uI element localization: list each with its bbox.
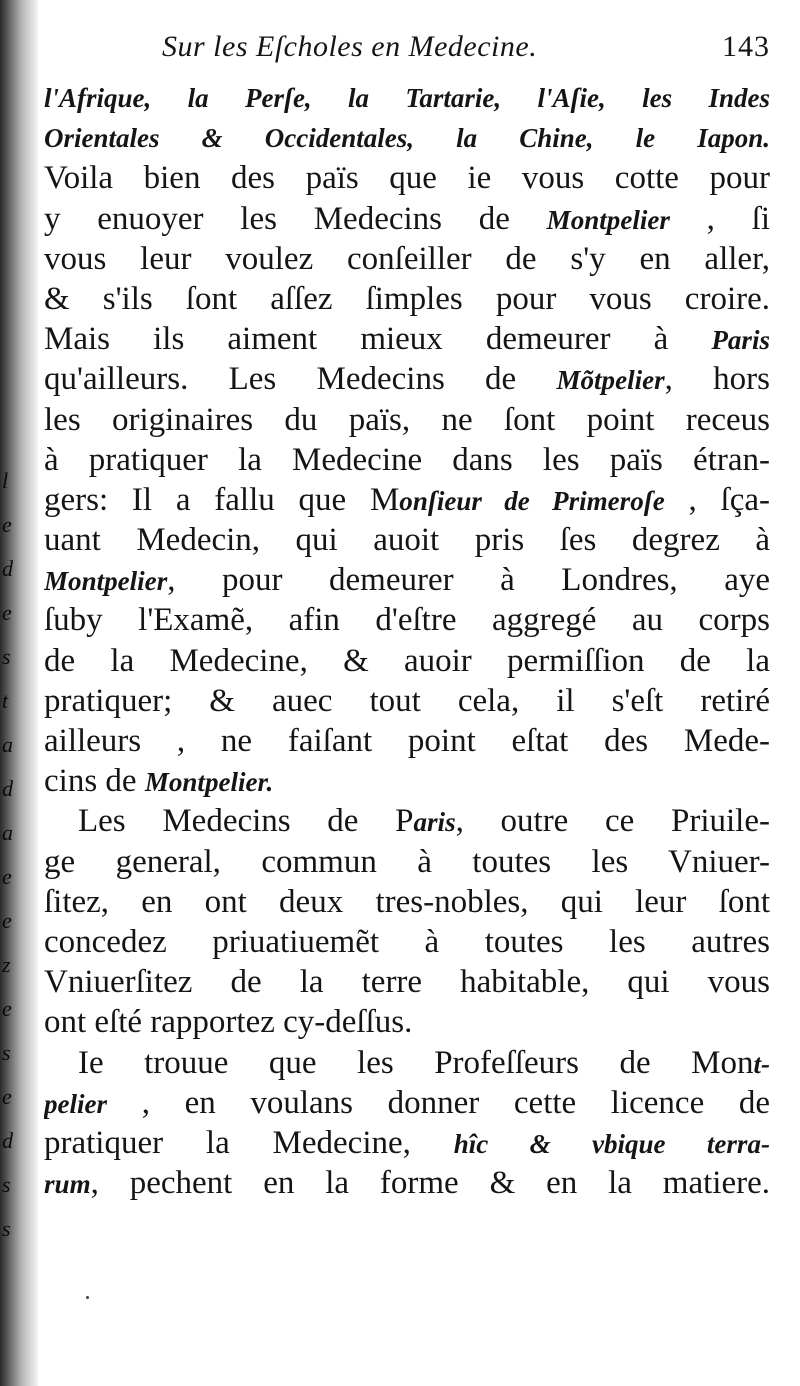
italic-segment: onſieur de Primeroſe (399, 485, 665, 516)
italic-segment: Paris (711, 325, 770, 356)
gutter-mark: e (2, 996, 12, 1021)
gutter-mark: s (2, 1040, 11, 1065)
text-segment: , pour demeurer à Londres, aye (167, 562, 770, 599)
text-line (44, 761, 770, 801)
text-segment: vous leur voulez conſeiller de s'y en aller, (44, 240, 770, 277)
text-segment: , pechent en la forme & en la matiere. (90, 1165, 770, 1202)
gutter-mark: a (2, 732, 13, 757)
text-segment: ailleurs , ne faiſant point eſtat des Mede- (44, 723, 770, 759)
text-line (44, 400, 770, 440)
italic-segment: Montpelier (546, 204, 670, 235)
text-line (44, 801, 770, 841)
text-line (44, 681, 770, 721)
page-text (44, 78, 770, 1203)
italic-segment: Mõtpelier (556, 365, 665, 396)
text-segment: , ſça- (664, 481, 770, 518)
text-segment: Ie trouue que les Profeſſeurs de Mon (78, 1044, 754, 1081)
gutter-mark: l (2, 468, 9, 493)
text-segment: pratiquer la Medecine, (44, 1124, 454, 1161)
text-line (44, 882, 770, 922)
gutter-mark: z (2, 952, 11, 977)
italic-segment: t- (753, 1048, 770, 1079)
text-line (44, 359, 770, 399)
text-line (44, 158, 770, 198)
text-segment: ge general, commun à toutes les Vniuer- (44, 843, 770, 880)
text-line (44, 520, 770, 560)
gutter-mark: e (2, 864, 12, 889)
text-segment: & s'ils ſont aſſez ſimples pour vous croire. (44, 280, 770, 317)
gutter-mark: s (2, 644, 11, 669)
text-line (44, 560, 770, 600)
page-number: 143 (722, 30, 770, 63)
italic-segment: hîc & vbique terra- (453, 1128, 770, 1159)
italic-segment: aris (413, 807, 456, 838)
text-line (44, 1043, 770, 1083)
gutter-mark: e (2, 512, 12, 537)
text-segment: , outre ce Priuile- (455, 803, 770, 840)
text-segment: Mais ils aiment mieux demeurer à (44, 321, 712, 358)
text-segment: à pratiquer la Medecine dans les païs étran- (44, 441, 770, 478)
italic-segment: l'Afrique, la Perſe, la Tartarie, l'Aſie, les Indes (44, 83, 770, 113)
italic-segment: Montpelier. (144, 767, 274, 798)
running-head-title: Sur les Eſcholes en Medecine. (162, 30, 538, 63)
text-line (44, 1083, 770, 1123)
gutter-mark: e (2, 908, 12, 933)
text-line (44, 721, 770, 761)
text-line (44, 239, 770, 279)
text-segment: pratiquer; & auec tout cela, il s'eſt retiré (44, 682, 770, 719)
text-line (44, 118, 770, 158)
gutter-mark: t (2, 688, 9, 713)
text-line (44, 319, 770, 359)
text-segment: de la Medecine, & auoir permiſſion de la (44, 642, 770, 679)
gutter-marks (2, 0, 16, 1386)
gutter-mark: a (2, 820, 13, 845)
text-segment: , ſi (669, 200, 770, 237)
text-segment: uant Medecin, qui auoit pris ſes degrez à (44, 522, 770, 559)
ink-speck (86, 1296, 89, 1299)
book-page (44, 30, 770, 1203)
text-segment: les originaires du païs, ne ſont point receus (44, 401, 770, 438)
text-segment: qu'ailleurs. Les Medecins de (44, 361, 557, 398)
text-line (44, 641, 770, 681)
gutter-mark: e (2, 600, 12, 625)
text-line (44, 842, 770, 882)
text-line (44, 1002, 770, 1042)
gutter-mark: d (2, 776, 13, 801)
text-line (44, 962, 770, 1002)
text-segment: , en voulans donner cette licence de (107, 1084, 770, 1121)
gutter-mark: e (2, 1084, 12, 1109)
text-line (44, 199, 770, 239)
text-line (44, 440, 770, 480)
italic-segment: Montpelier (44, 566, 168, 597)
gutter-mark: d (2, 556, 13, 581)
text-segment: cins de (44, 763, 145, 800)
text-line (44, 279, 770, 319)
gutter-mark: d (2, 1128, 13, 1153)
text-segment: , hors (664, 361, 770, 398)
text-segment: Vniuerſitez de la terre habitable, qui vous (44, 964, 770, 1001)
text-line (44, 600, 770, 640)
text-segment: gers: Il a fallu que M (44, 481, 400, 518)
italic-segment: rum (44, 1169, 91, 1200)
text-line (44, 1163, 770, 1203)
gutter-mark: s (2, 1216, 11, 1241)
italic-segment: Orientales & Occidentales, la Chine, le Iapon. (44, 123, 770, 154)
text-line (44, 78, 770, 118)
text-line (44, 480, 770, 520)
text-segment: ſitez, en ont deux tres-nobles, qui leur ſont (44, 883, 770, 920)
text-segment: ont eſté rapportez cy-deſſus. (44, 1004, 413, 1041)
text-line (44, 1123, 770, 1163)
text-line (44, 922, 770, 962)
text-segment: Les Medecins de P (78, 803, 414, 840)
text-segment: y enuoyer les Medecins de (44, 200, 547, 237)
italic-segment: pelier (44, 1088, 108, 1119)
text-segment: Voila bien des païs que ie vous cotte pour (44, 160, 770, 197)
text-segment: concedez priuatiuemẽt à toutes les autres (44, 923, 770, 960)
text-segment: ſuby l'Examẽ, afin d'eſtre aggregé au corps (44, 602, 770, 639)
gutter-mark: s (2, 1172, 11, 1197)
running-head (44, 30, 770, 78)
